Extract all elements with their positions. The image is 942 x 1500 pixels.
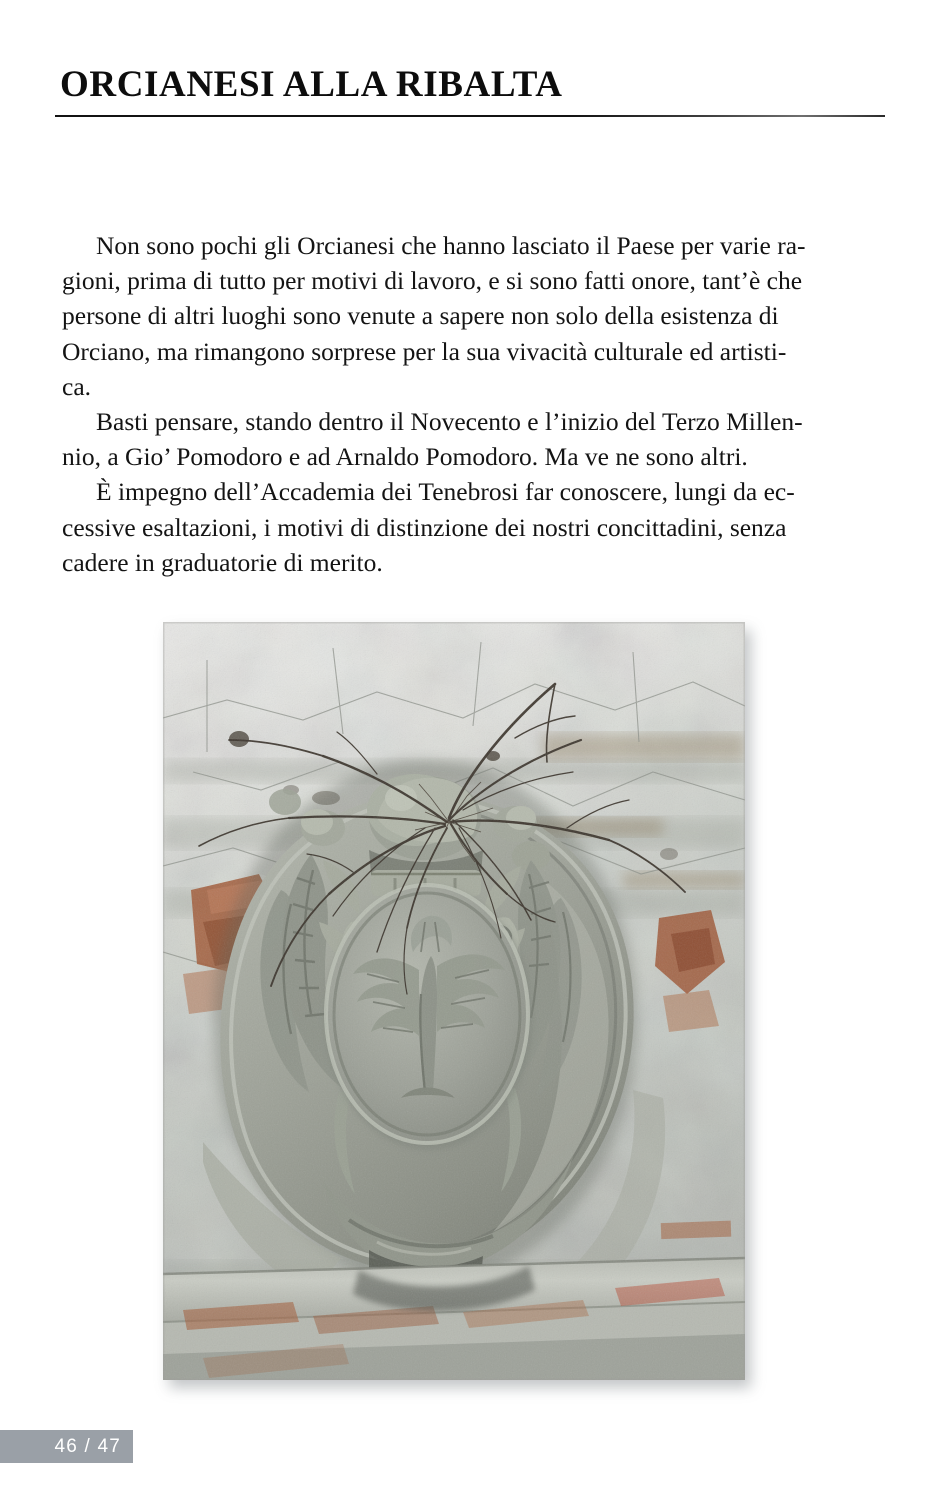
coat-of-arms-illustration bbox=[163, 622, 745, 1380]
paragraph-2-line-1: Basti pensare, stando dentro il Novecento e l’inizio del Terzo Millen- bbox=[96, 407, 803, 437]
page-number-badge bbox=[0, 1430, 133, 1463]
paragraph-2 bbox=[62, 404, 886, 474]
page-header bbox=[55, 66, 885, 117]
photo-frame bbox=[163, 622, 745, 1380]
article-photograph bbox=[163, 622, 745, 1380]
paragraph-1-line-1: Non sono pochi gli Orcianesi che hanno lasciato il Paese per varie ra- bbox=[96, 231, 806, 260]
paragraph-1 bbox=[62, 228, 886, 404]
paragraph-1-line-2: gioni, prima di tutto per motivi di lavoro, e si sono fatti onore, tant’è che bbox=[62, 266, 803, 296]
title-divider bbox=[55, 115, 885, 117]
paragraph-1-line-5: ca. bbox=[62, 371, 92, 401]
paragraph-1-line-3: persone di altri luoghi sono venute a sapere non solo della esistenza di bbox=[62, 301, 779, 331]
page-number: 46 / 47 bbox=[54, 1436, 121, 1457]
article-body bbox=[62, 228, 886, 580]
paragraph-3-line-1: È impegno dell’Accademia dei Tenebrosi far conoscere, lungi da ec- bbox=[96, 477, 795, 507]
paragraph-3 bbox=[62, 474, 886, 580]
paragraph-3-line-2: cessive esaltazioni, i motivi di distinzione dei nostri concittadini, senza bbox=[62, 512, 787, 542]
paragraph-3-line-3: cadere in graduatorie di merito. bbox=[62, 547, 383, 577]
paragraph-1-line-4: Orciano, ma rimangono sorprese per la sua vivacità culturale ed artisti- bbox=[62, 336, 787, 366]
page-title: ORCIANESI ALLA RIBALTA bbox=[60, 64, 563, 105]
paragraph-2-line-2: nio, a Gio’ Pomodoro e ad Arnaldo Pomodoro. Ma ve ne sono altri. bbox=[62, 442, 748, 472]
